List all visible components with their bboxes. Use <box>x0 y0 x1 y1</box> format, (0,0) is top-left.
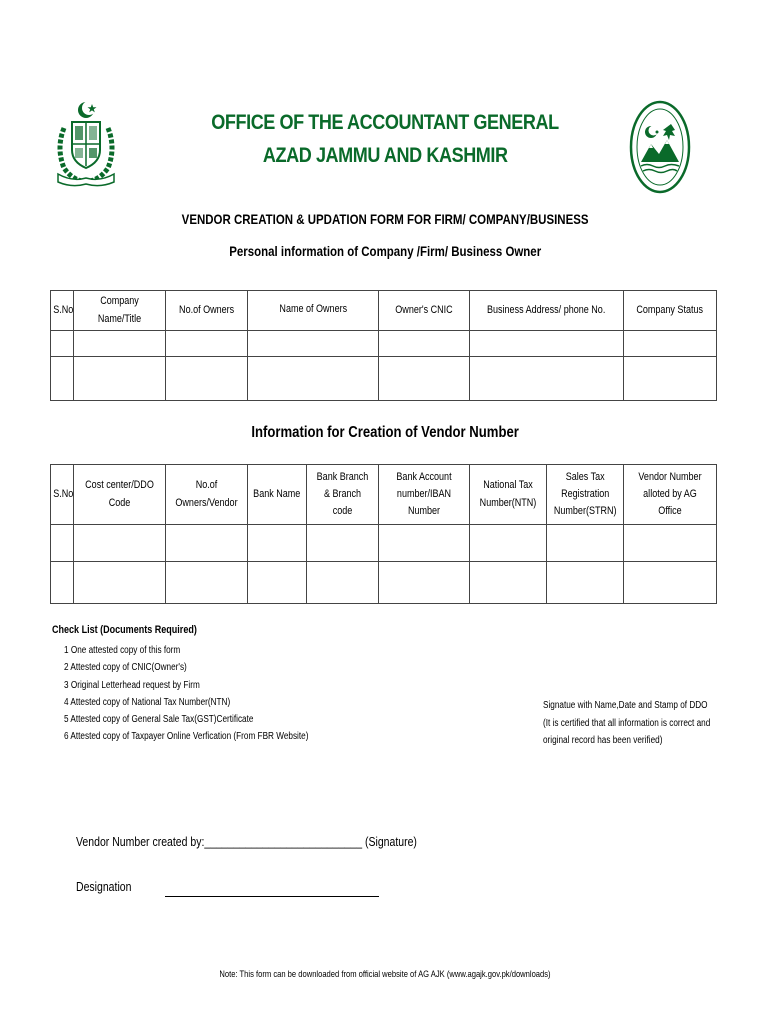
table-cell[interactable] <box>624 357 717 401</box>
table-cell[interactable] <box>624 562 717 604</box>
table-row <box>51 331 717 357</box>
vendor-section-title: Information for Creation of Vendor Number <box>251 424 519 441</box>
table-cell[interactable] <box>248 562 307 604</box>
table1-header-owner-cnic: Owner's CNIC <box>379 291 470 331</box>
table-cell[interactable] <box>248 525 307 562</box>
table2-header-strn: Sales Tax Registration Number(STRN) <box>547 465 624 525</box>
table1-header-no-of-owners: No.of Owners <box>166 291 248 331</box>
list-item: 5 Attested copy of General Sale Tax(GST)Certificate <box>64 714 254 726</box>
ddo-signature-note <box>543 697 747 750</box>
table-cell[interactable] <box>470 357 624 401</box>
table-cell[interactable] <box>166 562 248 604</box>
download-note: Note: This form can be downloaded from official website of AG AJK (www.agajk.gov.pk/downloads) <box>219 969 551 980</box>
table1-header-business-address: Business Address/ phone No. <box>470 291 624 331</box>
list-item: 6 Attested copy of Taxpayer Online Verfication (From FBR Website) <box>64 731 309 743</box>
office-title-line2: AZAD JAMMU AND KASHMIR <box>262 144 508 167</box>
table1-header-company-status: Company Status <box>624 291 717 331</box>
designation-label: Designation <box>76 880 132 894</box>
table2-header-no-of-owners: No.of Owners/Vendor <box>166 465 248 525</box>
list-item: 1 One attested copy of this form <box>64 645 181 656</box>
table2-header-cost-center: Cost center/DDO Code <box>74 465 166 525</box>
table2-header-bank-account: Bank Account number/IBAN Number <box>379 465 470 525</box>
table2-header-vendor-number: Vendor Number alloted by AG Office <box>624 465 717 525</box>
signature-note-line3: original record has been verified) <box>543 735 663 746</box>
table-cell[interactable] <box>379 357 470 401</box>
vendor-info-table <box>50 464 717 604</box>
table-cell[interactable] <box>248 331 379 357</box>
list-item: 2 Attested copy of CNIC(Owner's) <box>64 662 187 674</box>
table-row <box>51 357 717 401</box>
designation-field[interactable] <box>165 896 379 897</box>
table-cell[interactable] <box>624 525 717 562</box>
table-cell[interactable] <box>51 525 74 562</box>
table-cell[interactable] <box>74 357 166 401</box>
signature-note-line1: Signatue with Name,Date and Stamp of DDO <box>543 700 708 711</box>
table-cell[interactable] <box>51 357 74 401</box>
table-cell[interactable] <box>379 562 470 604</box>
table-cell[interactable] <box>51 331 74 357</box>
table2-header-ntn: National Tax Number(NTN) <box>470 465 547 525</box>
checklist-title: Check List (Documents Required) <box>52 624 197 636</box>
table-cell[interactable] <box>74 525 166 562</box>
vendor-created-by-field[interactable]: Vendor Number created by:___________________________ (Signature) <box>76 835 417 849</box>
table-cell[interactable] <box>248 357 379 401</box>
table-cell[interactable] <box>74 331 166 357</box>
table-cell[interactable] <box>470 562 547 604</box>
table1-header-company-name: Company Name/Title <box>74 291 166 331</box>
office-title-line1: OFFICE OF THE ACCOUNTANT GENERAL <box>211 111 559 134</box>
list-item: 3 Original Letterhead request by Firm <box>64 679 200 691</box>
table-row <box>51 525 717 562</box>
checklist <box>64 642 362 746</box>
table-cell[interactable] <box>547 525 624 562</box>
table-cell[interactable] <box>547 562 624 604</box>
table-cell[interactable] <box>51 562 74 604</box>
table-cell[interactable] <box>166 357 248 401</box>
table-row <box>51 562 717 604</box>
owner-info-table <box>50 290 717 401</box>
table2-header-bank-name: Bank Name <box>248 465 307 525</box>
table-cell[interactable] <box>307 525 379 562</box>
table1-header-name-of-owners: Name of Owners <box>248 291 379 331</box>
table-cell[interactable] <box>470 525 547 562</box>
table-cell[interactable] <box>379 525 470 562</box>
table2-header-bank-branch: Bank Branch & Branch code <box>307 465 379 525</box>
list-item: 4 Attested copy of National Tax Number(NTN) <box>64 696 231 708</box>
table-cell[interactable] <box>470 331 624 357</box>
table-cell[interactable] <box>74 562 166 604</box>
table-cell[interactable] <box>624 331 717 357</box>
table-cell[interactable] <box>307 562 379 604</box>
table2-header-sno: S.No <box>51 465 74 525</box>
form-title: VENDOR CREATION & UPDATION FORM FOR FIRM/ COMPANY/BUSINESS <box>181 211 589 227</box>
form-subtitle: Personal information of Company /Firm/ Business Owner <box>229 243 541 259</box>
table-cell[interactable] <box>166 525 248 562</box>
table1-header-sno: S.No <box>51 291 74 331</box>
table-cell[interactable] <box>166 331 248 357</box>
signature-note-line2: (It is certified that all information is correct and <box>543 717 711 729</box>
table-cell[interactable] <box>379 331 470 357</box>
